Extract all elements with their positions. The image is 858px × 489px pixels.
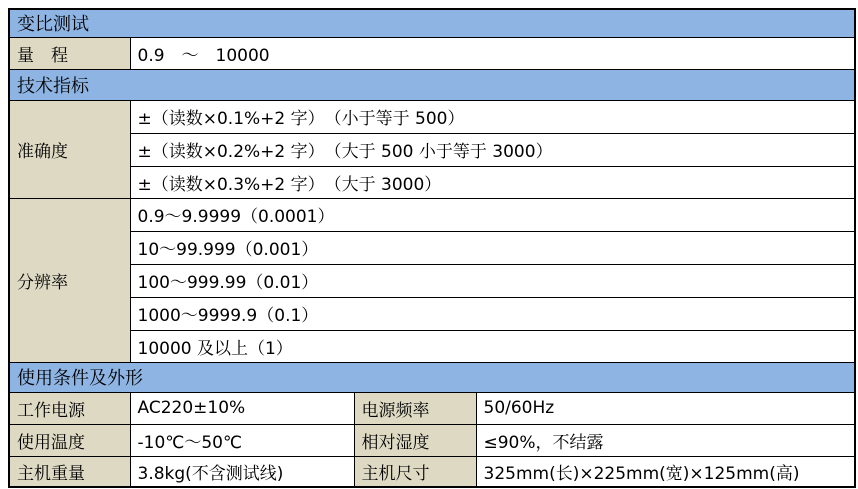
relative-humidity-value: ≤90%，不结露 [476, 424, 855, 456]
table-row [9, 362, 855, 392]
table-row [9, 392, 855, 424]
resolution-row-2: 10～99.999（0.001） [130, 231, 855, 264]
power-supply-value: AC220±10% [130, 392, 354, 424]
table-row [9, 100, 855, 133]
table-row [9, 456, 855, 487]
table-row [9, 297, 855, 330]
power-frequency-label: 电源频率 [354, 392, 476, 424]
table-row [9, 231, 855, 264]
range-label: 量 程 [9, 37, 130, 69]
table-row [9, 133, 855, 166]
range-value: 0.9 ～ 10000 [130, 37, 855, 69]
section-header-tech-specs: 技术指标 [9, 69, 855, 100]
resolution-label: 分辨率 [9, 198, 130, 362]
resolution-row-3: 100～999.99（0.01） [130, 264, 855, 297]
accuracy-row-1: ±（读数×0.1%+2 字） （小于等于 500） [130, 100, 855, 133]
spec-table [8, 8, 856, 488]
relative-humidity-label: 相对湿度 [354, 424, 476, 456]
table-row [9, 424, 855, 456]
host-size-value: 325mm(长)×225mm(宽)×125mm(高) [476, 456, 855, 487]
table-row [9, 9, 855, 37]
section-header-conditions: 使用条件及外形 [9, 362, 855, 392]
resolution-row-1: 0.9～9.9999（0.0001） [130, 198, 855, 231]
operating-temp-value: -10℃～50℃ [130, 424, 354, 456]
host-weight-label: 主机重量 [9, 456, 130, 487]
host-size-label: 主机尺寸 [354, 456, 476, 487]
accuracy-row-3: ±（读数×0.3%+2 字） （大于 3000） [130, 166, 855, 198]
power-supply-label: 工作电源 [9, 392, 130, 424]
accuracy-label: 准确度 [9, 100, 130, 198]
power-frequency-value: 50/60Hz [476, 392, 855, 424]
table-row [9, 166, 855, 198]
host-weight-value: 3.8kg(不含测试线) [130, 456, 354, 487]
operating-temp-label: 使用温度 [9, 424, 130, 456]
table-row [9, 330, 855, 362]
section-header-ratio-test: 变比测试 [9, 9, 855, 37]
accuracy-row-2: ±（读数×0.2%+2 字） （大于 500 小于等于 3000） [130, 133, 855, 166]
resolution-row-5: 10000 及以上（1） [130, 330, 855, 362]
table-row [9, 37, 855, 69]
table-row [9, 69, 855, 100]
resolution-row-4: 1000～9999.9（0.1） [130, 297, 855, 330]
table-row [9, 264, 855, 297]
table-row [9, 198, 855, 231]
